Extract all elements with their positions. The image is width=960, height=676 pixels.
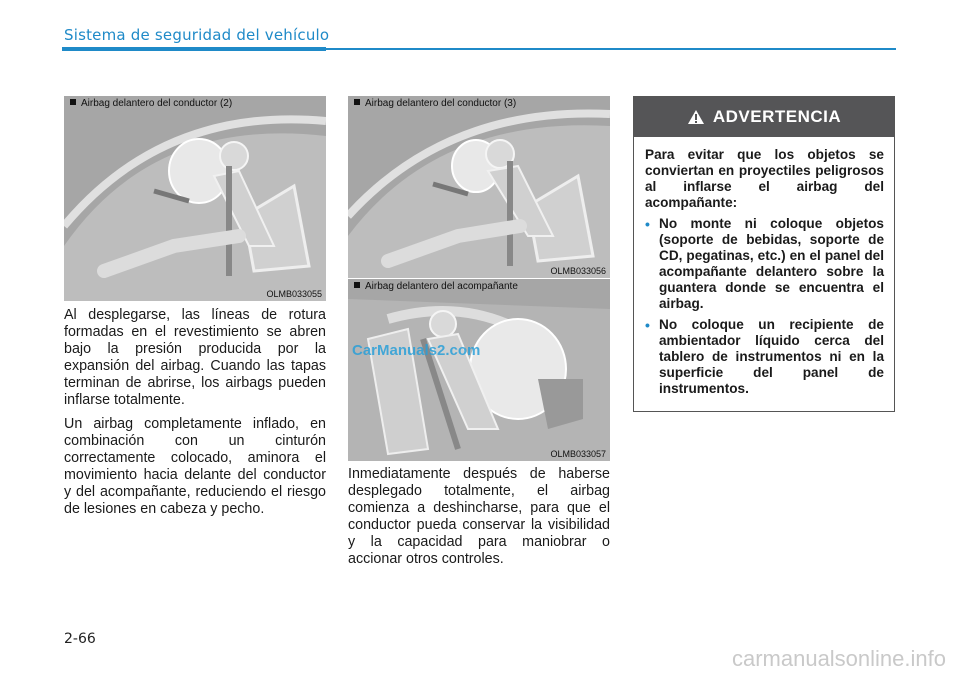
paragraph: Inmediatamente después de haberse desplegado totalmente, el airbag comienza a deshincharse, para que el conductor pueda conservar la visibilidad y la capacidad para maniobrar o accionar otros controles. <box>348 466 610 567</box>
header-rule-thin <box>326 48 896 50</box>
warning-box <box>633 96 895 412</box>
driver-airbag-illustration <box>64 96 326 301</box>
driver-airbag-deflating-illustration <box>348 96 610 278</box>
warning-intro: Para evitar que los objetos se conviertan en proyectiles peligrosos al inflarse el airbag del acompañante: <box>645 147 884 210</box>
paragraph: Un airbag completamente inflado, en combinación con un cinturón correctamente colocado, aminora el movimiento hacia delante del conductor y del acompañante, reduciendo el riesgo de lesiones en cabeza y pecho. <box>64 416 326 517</box>
warning-item: • No monte ni coloque objetos (soporte de bebidas, soporte de CD, pegatinas, etc.) en el panel del acompañante delantero sobre la guantera donde se encuentra el airbag. <box>645 216 884 311</box>
figure-code: OLMB033057 <box>550 449 606 459</box>
figure-code: OLMB033055 <box>266 289 322 299</box>
warning-item: • No coloque un recipiente de ambientador líquido cerca del tablero de instrumentos ni en la superficie del panel de instrumentos. <box>645 317 884 396</box>
paragraph: Al desplegarse, las líneas de rotura formadas en el revestimiento se abren bajo la presión producida por la expansión del airbag. Cuando las tapas terminan de abrirse, los airbags pueden inflarse totalmente. <box>64 307 326 408</box>
warning-title: ADVERTENCIA <box>712 107 842 126</box>
figure-passenger-airbag <box>348 279 610 461</box>
figure-driver-airbag-3 <box>348 96 610 278</box>
figure-code: OLMB033056 <box>550 266 606 276</box>
warning-content <box>634 137 894 397</box>
middle-column-text <box>348 466 610 575</box>
left-column-text <box>64 307 326 525</box>
section-header-title: Sistema de seguridad del vehículo <box>64 26 330 44</box>
warning-list <box>645 216 884 397</box>
figure-caption: Airbag delantero del conductor (3) <box>354 98 516 109</box>
figure-driver-airbag-2 <box>64 96 326 301</box>
bullet-icon: • <box>645 317 650 333</box>
passenger-airbag-illustration <box>348 279 610 461</box>
footer-site-link[interactable]: carmanualsonline.info <box>731 646 946 671</box>
figure-caption: Airbag delantero del acompañante <box>354 281 518 292</box>
bullet-icon: • <box>645 216 650 232</box>
warning-triangle-icon <box>687 109 705 125</box>
watermark: CarManuals2.com <box>352 342 481 359</box>
figure-caption: Airbag delantero del conductor (2) <box>70 98 232 109</box>
page-number: 2-66 <box>64 631 96 647</box>
header-rule-thick <box>62 47 326 51</box>
warning-header <box>634 97 894 137</box>
